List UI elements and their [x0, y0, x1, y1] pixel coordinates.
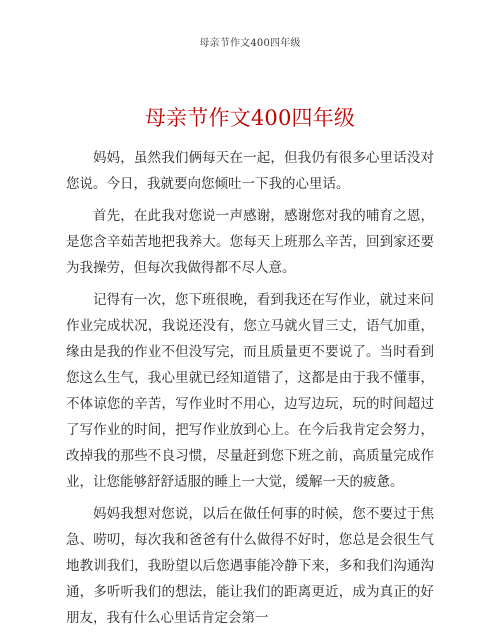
body-paragraph: 首先，在此我对您说一声感谢，感谢您对我的哺育之恩，是您含辛茹苦地把我养大。您每天上班那么辛苦，回到家还要为我操劳，但每次我做得都不尽人意。: [66, 208, 434, 276]
body-paragraph: 妈妈，虽然我们俩每天在一起，但我仍有很多心里话没对您说。今日，我就要向您倾吐一下我的心里话。: [66, 150, 434, 192]
document-title: 母亲节作文400四年级: [144, 106, 356, 130]
page-header: 母亲节作文400四年级: [199, 38, 301, 49]
body-paragraph: 记得有一次，您下班很晚，看到我还在写作业，就过来问作业完成状况，我说还没有，您立马就火冒三丈，语气加重，缘由是我的作业不但没写完，而且质量更不要说了。当时看到您这么生气，我心里就已经知道错了，这都是由于我不懂事，不体谅您的辛苦，写作业时不用心，边写边玩，玩的时间超过了写作业的时间，把写作业放到心上。在今后我肯定会努力，改掉我的那些不良习惯，尽量赶到您下班之前，高质量完成作业，让您能够舒舒适服的睡上一大觉，缓解一天的疲惫。: [66, 292, 434, 490]
document-body: [66, 145, 434, 637]
body-paragraph: 妈妈我想对您说，以后在做任何事的时候，您不要过于焦急、唠叨，每次我和爸爸有什么做得不好时，您总是会很生气地教训我们，我盼望以后您遇事能冷静下来，多和我们沟通沟通，多听听我们的想法，能让我们的距离更近，成为真正的好朋友，我有什么心里话肯定会第一: [66, 506, 434, 626]
